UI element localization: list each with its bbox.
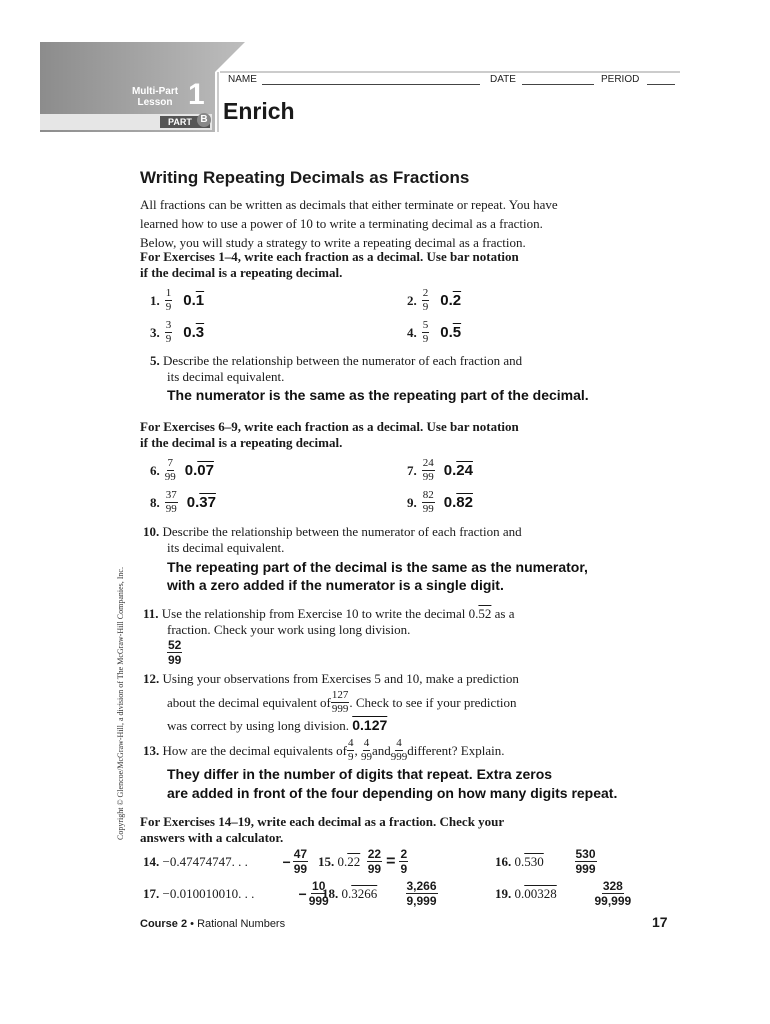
denominator: 99 xyxy=(422,503,434,515)
exercise-14 xyxy=(143,848,308,875)
answer: 0.127 xyxy=(352,717,388,733)
answer xyxy=(183,324,204,341)
intro-line: Below, you will study a strategy to write a repeating decimal as a fraction. xyxy=(140,235,526,250)
denominator: 99 xyxy=(293,862,308,876)
numerator: 82 xyxy=(422,489,434,501)
exercise-number: 1. xyxy=(150,292,160,308)
question-int: 0. xyxy=(337,853,348,869)
denominator: 9 xyxy=(165,301,172,313)
answer-line: The repeating part of the decimal is the same as the numerator, xyxy=(167,559,588,575)
exercise-number: 11. xyxy=(143,606,159,621)
numerator: 328 xyxy=(602,879,623,893)
exercise-number: 2. xyxy=(407,292,417,308)
instructions-1 xyxy=(140,249,519,281)
denominator: 9 xyxy=(422,333,429,345)
exercise-2 xyxy=(407,288,461,313)
answer-int: 0. xyxy=(440,324,453,341)
answer-int: 0. xyxy=(183,292,196,309)
answer-int: 0. xyxy=(443,494,457,511)
fraction xyxy=(331,690,350,715)
answer-line: are added in front of the four depending on how many digits repeat. xyxy=(167,785,618,801)
question-repeat: 00328 xyxy=(524,885,557,901)
exercise-10 xyxy=(143,524,588,594)
topic-label: Rational Numbers xyxy=(197,918,286,930)
exercise-8 xyxy=(150,490,216,515)
date-label: DATE xyxy=(490,74,516,85)
denominator: 99 xyxy=(422,471,434,483)
question-line: its decimal equivalent. xyxy=(167,369,285,384)
denominator: 99 xyxy=(168,653,182,667)
name-field[interactable] xyxy=(262,84,480,85)
exercise-number: 13. xyxy=(143,742,160,758)
exercise-13 xyxy=(143,738,617,803)
fraction xyxy=(165,458,176,483)
instruction-line: answers with a calculator. xyxy=(140,830,284,845)
numerator: 24 xyxy=(422,457,434,469)
copyright-notice: Copyright © Glencoe/McGraw-Hill, a division of The McGraw-Hill Companies, Inc. xyxy=(116,567,125,840)
denominator: 999 xyxy=(308,894,329,908)
section-title: Writing Repeating Decimals as Fractions xyxy=(140,168,470,187)
question: −0.47474747. . . xyxy=(162,853,248,869)
question xyxy=(515,886,595,902)
exercise-6 xyxy=(150,458,214,483)
exercise-number: 16. xyxy=(495,853,512,869)
fraction xyxy=(165,288,173,313)
denominator: 99,999 xyxy=(594,894,632,908)
numerator: 37 xyxy=(165,489,177,501)
fraction xyxy=(391,738,408,763)
exercise-number: 10. xyxy=(143,524,160,539)
answer-fraction xyxy=(167,639,182,666)
numerator: 1 xyxy=(165,287,172,299)
question-line xyxy=(143,738,617,763)
question-int: 0. xyxy=(514,853,525,869)
intro-line: All fractions can be written as decimals that either terminate or repeat. You have xyxy=(140,197,558,212)
page-number: 17 xyxy=(652,914,668,930)
exercise-number: 4. xyxy=(407,324,417,340)
question-text: How are the decimal equivalents of xyxy=(162,742,347,758)
answer: The numerator is the same as the repeating part of the decimal. xyxy=(167,387,589,403)
numerator: 127 xyxy=(331,689,349,701)
answer-repeat: 1 xyxy=(195,292,205,309)
fraction xyxy=(347,737,358,763)
part-letter: B xyxy=(197,113,211,127)
question-repeat: 530 xyxy=(524,853,544,869)
date-field[interactable] xyxy=(522,84,594,85)
numerator: 4 xyxy=(347,737,354,749)
exercise-number: 6. xyxy=(150,462,160,478)
question-line: was correct by using long division. xyxy=(167,718,349,733)
denominator: 99 xyxy=(360,751,372,763)
answer xyxy=(444,494,473,511)
numerator: 2 xyxy=(422,287,429,299)
exercise-number: 14. xyxy=(143,853,160,869)
exercise-number: 8. xyxy=(150,494,160,510)
question-repeat: 22 xyxy=(347,853,361,869)
exercise-number: 3. xyxy=(150,324,160,340)
badge-line2: Lesson xyxy=(137,97,173,108)
question xyxy=(515,854,575,870)
answer xyxy=(143,558,588,594)
instructions-3 xyxy=(140,814,504,846)
numerator: 5 xyxy=(422,319,429,331)
answer-int: 0. xyxy=(443,462,457,479)
question-text: and xyxy=(371,742,391,758)
question-line: fraction. Check your work using long division. xyxy=(167,622,411,637)
numerator: 3,266 xyxy=(406,879,437,893)
exercise-4 xyxy=(407,320,461,345)
answer xyxy=(187,494,216,511)
instruction-line: if the decimal is a repeating decimal. xyxy=(140,265,343,280)
exercise-3 xyxy=(150,320,204,345)
exercise-11 xyxy=(143,606,515,666)
fraction xyxy=(165,320,173,345)
fraction xyxy=(422,288,430,313)
instruction-line: For Exercises 14–19, write each decimal as a fraction. Check your xyxy=(140,814,505,829)
denominator: 99 xyxy=(164,471,176,483)
question-line xyxy=(143,690,519,715)
period-field[interactable] xyxy=(647,84,675,85)
answer-repeat: 2 xyxy=(452,292,462,309)
numerator: 47 xyxy=(293,847,308,861)
question-text: . Check to see if your prediction xyxy=(349,694,517,710)
answer-fraction xyxy=(367,848,382,875)
answer-fraction xyxy=(399,848,408,875)
answer xyxy=(143,639,515,666)
part-label: PART xyxy=(168,117,192,127)
answer xyxy=(143,765,617,803)
fraction xyxy=(165,490,178,515)
footer-course xyxy=(140,918,285,930)
exercise-number: 7. xyxy=(407,462,417,478)
exercise-number: 18. xyxy=(322,885,339,901)
comma: , xyxy=(354,742,358,758)
equals-sign: = xyxy=(386,852,396,870)
fraction xyxy=(422,320,430,345)
instructions-2 xyxy=(140,419,519,451)
answer-int: 0. xyxy=(440,292,453,309)
answer-int: 0. xyxy=(183,324,196,341)
exercise-number: 9. xyxy=(407,494,417,510)
answer-fraction xyxy=(406,880,438,907)
exercise-5 xyxy=(150,353,589,403)
exercise-12 xyxy=(143,671,519,734)
numerator: 3 xyxy=(165,319,172,331)
question-line: its decimal equivalent. xyxy=(167,540,285,555)
answer-repeat: 37 xyxy=(199,494,216,511)
exercise-18 xyxy=(322,880,438,907)
numerator: 52 xyxy=(168,638,182,652)
answer xyxy=(444,462,473,479)
denominator: 999 xyxy=(390,751,408,763)
numerator: 10 xyxy=(312,879,326,893)
answer xyxy=(185,462,214,479)
exercise-number: 5. xyxy=(150,353,160,368)
question-text: different? Explain. xyxy=(407,742,505,758)
answer-repeat: 3 xyxy=(195,324,205,341)
exercise-7 xyxy=(407,458,473,483)
period-label: PERIOD xyxy=(601,74,640,85)
instruction-line: For Exercises 1–4, write each fraction as a decimal. Use bar notation xyxy=(140,249,519,264)
lesson-number: 1 xyxy=(188,78,205,111)
exercise-17 xyxy=(143,880,329,907)
page-title: Enrich xyxy=(223,98,295,124)
intro-paragraph xyxy=(140,195,558,252)
denominator: 99 xyxy=(165,503,177,515)
answer-int: 0. xyxy=(184,462,198,479)
instruction-line: if the decimal is a repeating decimal. xyxy=(140,435,343,450)
denominator: 9 xyxy=(422,301,429,313)
question-line: Using your observations from Exercises 5 and 10, make a prediction xyxy=(162,671,519,686)
answer-line: They differ in the number of digits that repeat. Extra zeros xyxy=(167,766,553,782)
instruction-line: For Exercises 6–9, write each fraction as a decimal. Use bar notation xyxy=(140,419,519,434)
name-label: NAME xyxy=(228,74,257,85)
answer xyxy=(440,324,461,341)
answer-sign: − xyxy=(282,853,291,870)
denominator: 99 xyxy=(367,862,382,876)
denominator: 9 xyxy=(165,333,172,345)
denominator: 999 xyxy=(331,703,349,715)
answer xyxy=(440,292,461,309)
numerator: 2 xyxy=(400,847,408,861)
answer-fraction xyxy=(293,848,308,875)
question xyxy=(342,886,406,902)
exercise-16 xyxy=(495,848,597,875)
answer-repeat: 5 xyxy=(452,324,462,341)
question xyxy=(338,854,361,870)
fraction xyxy=(361,738,372,763)
denominator: 9 xyxy=(400,862,408,876)
answer-fraction xyxy=(595,880,632,907)
question-line: Describe the relationship between the numerator of each fraction and xyxy=(162,524,522,539)
answer-fraction xyxy=(575,848,597,875)
numerator: 4 xyxy=(396,737,402,749)
question-text: about the decimal equivalent of xyxy=(167,694,331,710)
question-text: as a xyxy=(491,606,515,621)
multipart-badge xyxy=(120,86,190,108)
denominator: 999 xyxy=(575,862,596,876)
numerator: 530 xyxy=(575,847,596,861)
answer-line: with a zero added if the numerator is a single digit. xyxy=(167,577,504,593)
exercise-number: 19. xyxy=(495,885,512,901)
exercise-number: 12. xyxy=(143,671,160,686)
course-label: Course 2 xyxy=(140,918,188,930)
question-int: 0. xyxy=(341,885,352,901)
footer-bullet: • xyxy=(190,918,194,930)
numerator: 4 xyxy=(363,737,370,749)
intro-line: learned how to use a power of 10 to write a terminating decimal as a fraction. xyxy=(140,216,543,231)
question-line: Describe the relationship between the numerator of each fraction and xyxy=(163,353,523,368)
exercise-15 xyxy=(318,848,408,875)
answer-repeat: 82 xyxy=(456,494,473,511)
answer-sign: − xyxy=(298,885,307,902)
answer-repeat: 24 xyxy=(456,462,473,479)
numerator: 7 xyxy=(167,457,173,469)
exercise-number: 17. xyxy=(143,885,160,901)
exercise-number: 15. xyxy=(318,853,335,869)
numerator: 22 xyxy=(367,847,382,861)
exercise-9 xyxy=(407,490,473,515)
answer-repeat: 07 xyxy=(197,462,214,479)
denominator: 9,999 xyxy=(406,894,437,908)
fraction xyxy=(422,490,435,515)
question-int: 0. xyxy=(514,885,525,901)
question-text: Use the relationship from Exercise 10 to write the decimal 0. xyxy=(161,606,479,621)
exercise-19 xyxy=(495,880,631,907)
fraction xyxy=(422,458,435,483)
denominator: 9 xyxy=(347,751,354,763)
question: −0.010010010. . . xyxy=(162,885,255,901)
badge-line1: Multi-Part xyxy=(131,86,179,97)
question-repeat: 52 xyxy=(478,606,492,621)
answer xyxy=(183,292,204,309)
question-repeat: 3266 xyxy=(351,885,378,901)
exercise-1 xyxy=(150,288,204,313)
answer-int: 0. xyxy=(186,494,200,511)
